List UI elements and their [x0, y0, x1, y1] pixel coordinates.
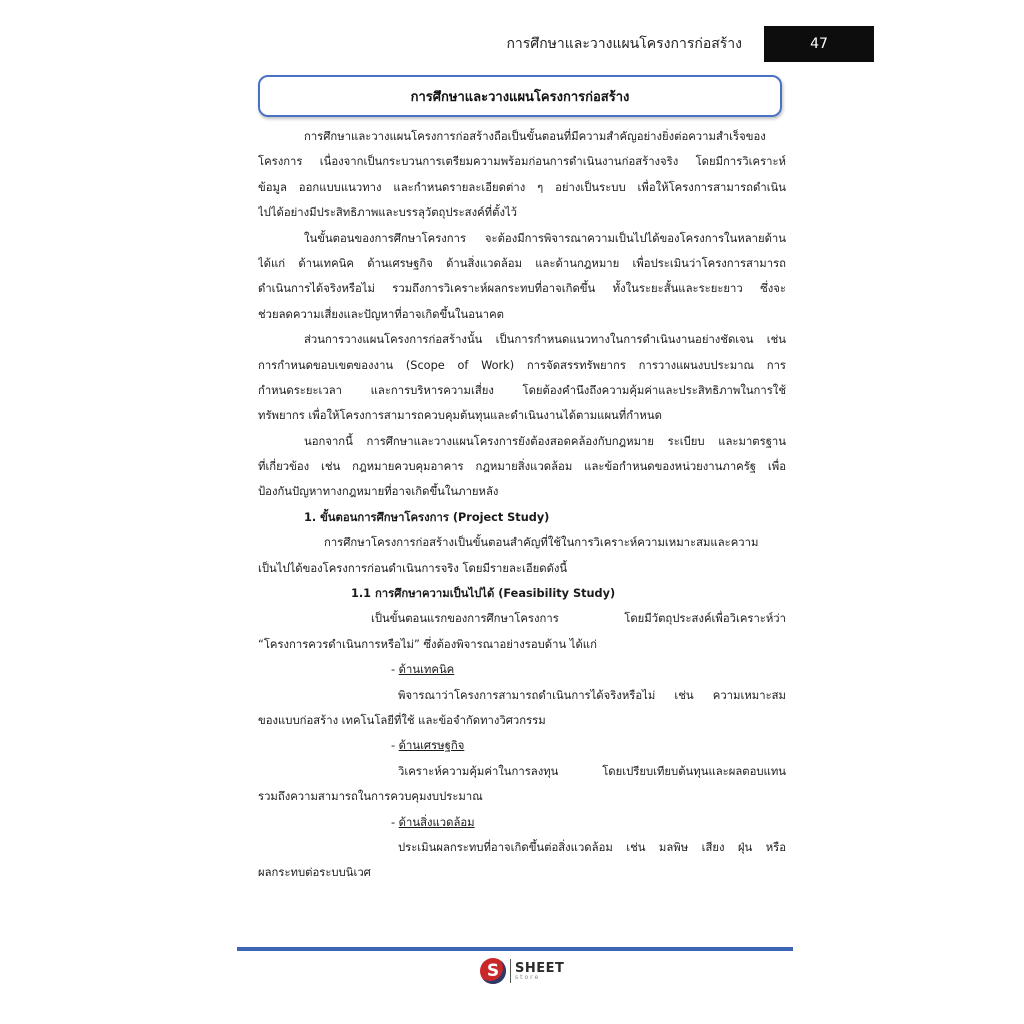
paragraph-line: ในขั้นตอนของการศึกษาโครงการ จะต้องมีการพิจารณาความเป็นไปได้ของโครงการในหลายด้าน [304, 231, 786, 245]
paragraph-line: โครงการ เนื่องจากเป็นกระบวนการเตรียมความพร้อมก่อนการดำเนินงานก่อสร้างจริง โดยมีการวิเคราะห์ [258, 155, 786, 169]
paragraph-line: ได้แก่ ด้านเทคนิค ด้านเศรษฐกิจ ด้านสิ่งแวดล้อม และด้านกฎหมาย เพื่อประเมินว่าโครงการสามารถ [258, 256, 786, 270]
paragraph-line: “โครงการควรดำเนินการหรือไม่” ซึ่งต้องพิจารณาอย่างรอบด้าน ได้แก่ [258, 637, 597, 651]
bullet-label-economic: ด้านเศรษฐกิจ [398, 739, 465, 753]
paragraph-line: ป้องกันปัญหาทางกฎหมายที่อาจเกิดขึ้นในภายหลัง [258, 485, 499, 499]
paragraph-line: ประเมินผลกระทบที่อาจเกิดขึ้นต่อสิ่งแวดล้อม เช่น มลพิษ เสียง ฝุ่น หรือ [398, 840, 786, 854]
paragraph-line: พิจารณาว่าโครงการสามารถดำเนินการได้จริงหรือไม่ เช่น ความเหมาะสม [398, 688, 786, 702]
footer-divider [237, 947, 793, 951]
paragraph-line: ช่วยลดความเสี่ยงและปัญหาที่อาจเกิดขึ้นในอนาคต [258, 307, 504, 321]
section-title: การศึกษาและวางแผนโครงการก่อสร้าง [410, 89, 630, 105]
logo-separator [510, 959, 511, 983]
paragraph-line: ของแบบก่อสร้าง เทคโนโลยีที่ใช้ และข้อจำกัดทางวิศวกรรม [258, 713, 546, 727]
paragraph-line: ทรัพยากร เพื่อให้โครงการสามารถควบคุมต้นทุนและดำเนินงานได้ตามแผนที่กำหนด [258, 409, 662, 423]
logo-sub: store [515, 973, 541, 981]
paragraph-line: กำหนดระยะเวลา และการบริหารความเสี่ยง โดยต้องคำนึงถึงความคุ้มค่าและประสิทธิภาพในการใช้ [258, 383, 786, 397]
bullet-dash: - [391, 663, 399, 677]
bullet-dash: - [391, 739, 399, 753]
paragraph-line: รวมถึงความสามารถในการควบคุมงบประมาณ [258, 790, 483, 804]
document-body [258, 124, 786, 886]
paragraph-line: ไปได้อย่างมีประสิทธิภาพและบรรลุวัตถุประสงค์ที่ตั้งไว้ [258, 206, 517, 220]
logo-text [515, 962, 564, 981]
paragraph-line: การศึกษาและวางแผนโครงการก่อสร้างถือเป็นขั้นตอนที่มีความสำคัญอย่างยิ่งต่อความสำเร็จของ [304, 130, 766, 143]
paragraph-line: การกำหนดขอบเขตของงาน (Scope of Work) การจัดสรรทรัพยากร การวางแผนงบประมาณ การ [258, 358, 786, 372]
bullet-dash: - [391, 815, 399, 829]
bullet-environment [258, 810, 786, 835]
paragraph-line: ข้อมูล ออกแบบแนวทาง และกำหนดรายละเอียดต่าง ๆ อย่างเป็นระบบ เพื่อให้โครงการสามารถดำเนิน [258, 180, 786, 194]
section-title-box [258, 75, 782, 117]
paragraph-line: ส่วนการวางแผนโครงการก่อสร้างนั้น เป็นการกำหนดแนวทางในการดำเนินงานอย่างชัดเจน เช่น [304, 333, 786, 347]
paragraph-line: นอกจากนี้ การศึกษาและวางแผนโครงการยังต้องสอดคล้องกับกฎหมาย ระเบียบ และมาตรฐาน [304, 434, 786, 448]
bullet-technical [258, 657, 786, 682]
header-title: การศึกษาและวางแผนโครงการก่อสร้าง [506, 36, 742, 52]
paragraph-line: ที่เกี่ยวข้อง เช่น กฎหมายควบคุมอาคาร กฎหมายสิ่งแวดล้อม และข้อกำหนดของหน่วยงานภาครัฐ เพื่อ [258, 460, 786, 474]
section-heading-project-study: 1. ขั้นตอนการศึกษาโครงการ (Project Study) [304, 510, 550, 524]
page-number-box: 47 [764, 26, 874, 62]
paragraph-line: เป็นไปได้ของโครงการก่อนดำเนินการจริง โดยมีรายละเอียดดังนี้ [258, 561, 568, 575]
bullet-label-environment: ด้านสิ่งแวดล้อม [398, 815, 475, 829]
paragraph-line: ผลกระทบต่อระบบนิเวศ [258, 866, 371, 880]
paragraph-line: เป็นขั้นตอนแรกของการศึกษาโครงการ โดยมีวัตถุประสงค์เพื่อวิเคราะห์ว่า [371, 612, 786, 626]
sheet-store-logo [480, 954, 564, 988]
bullet-economic [258, 733, 786, 758]
paragraph-line: ดำเนินการได้จริงหรือไม่ รวมถึงการวิเคราะห์ผลกระทบที่อาจเกิดขึ้น ทั้งในระยะสั้นและระยะยาว ซึ่งจะ [258, 282, 786, 296]
paragraph-line: วิเคราะห์ความคุ้มค่าในการลงทุน โดยเปรียบเทียบต้นทุนและผลตอบแทน [398, 764, 786, 778]
bullet-label-technical: ด้านเทคนิค [398, 663, 455, 677]
subsection-heading-feasibility: 1.1 การศึกษาความเป็นไปได้ (Feasibility Study) [351, 587, 616, 601]
logo-name: SHEET [515, 960, 565, 976]
logo-mark-icon: S [480, 958, 506, 984]
paragraph-line: การศึกษาโครงการก่อสร้างเป็นขั้นตอนสำคัญที่ใช้ในการวิเคราะห์ความเหมาะสมและความ [324, 536, 759, 550]
